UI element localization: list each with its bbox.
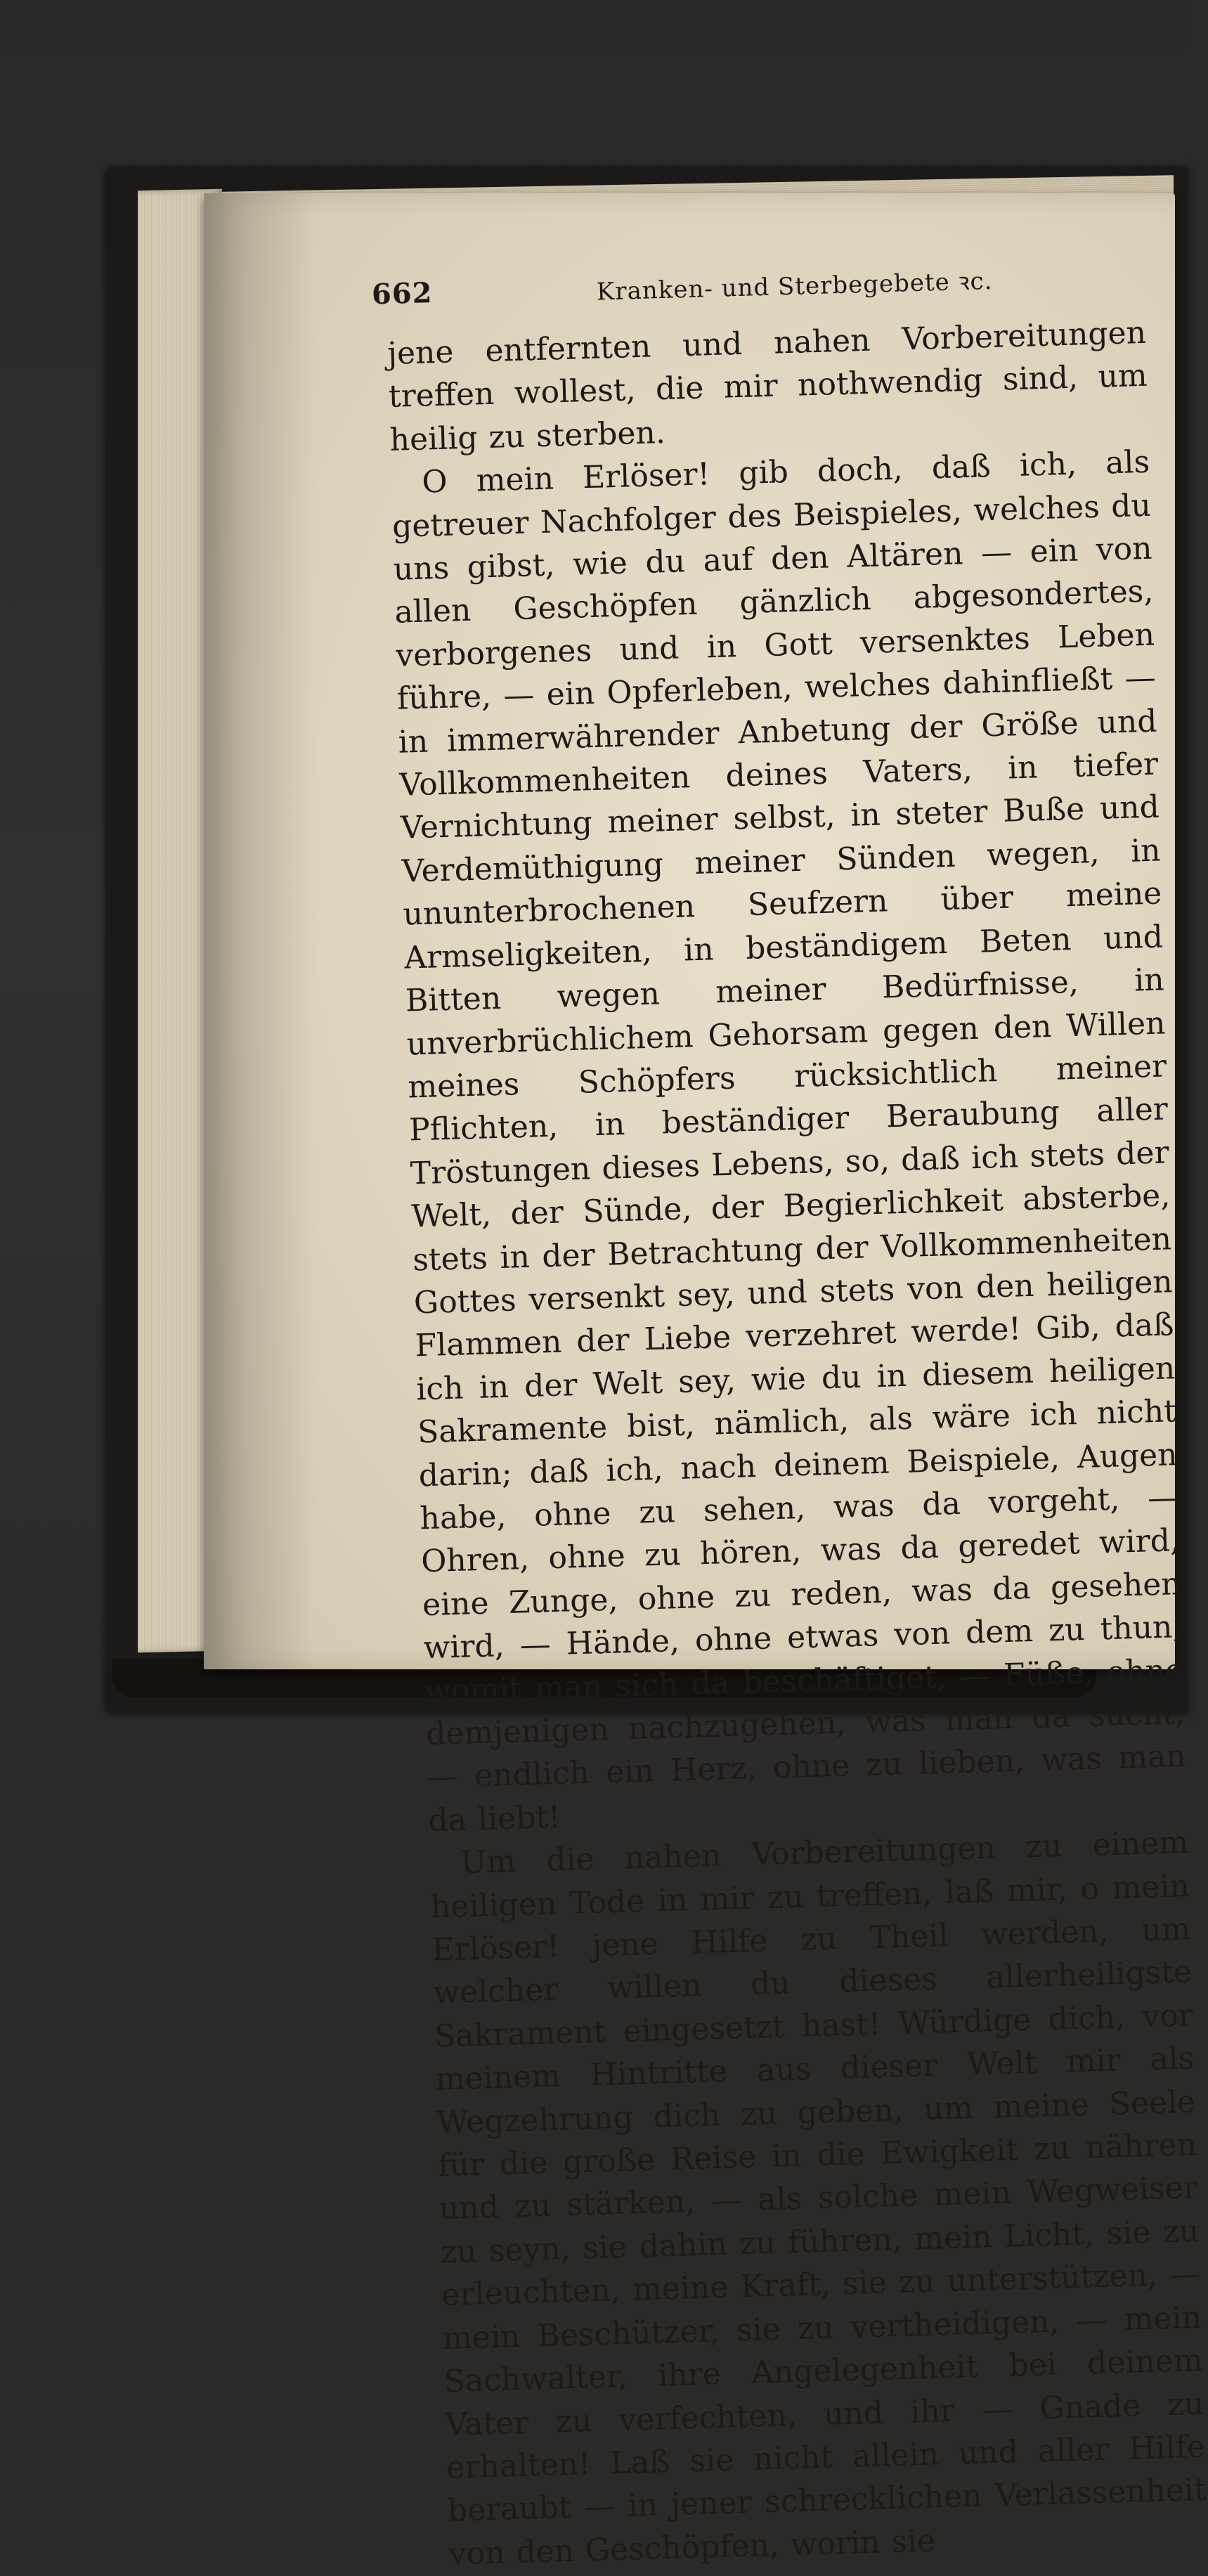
page-content [371, 250, 1208, 2576]
page-number: 662 [371, 276, 434, 311]
body-text [387, 311, 1208, 2576]
running-head: Kranken- und Sterbegebete ꝛc. [596, 266, 993, 306]
paragraph-1: jene entfernten und nahen Vorbereitungen treffen wollest, die mir nothwendig sind, um heilig zu sterben. [387, 314, 1148, 458]
paragraph-2: O mein Erlöser! gib doch, daß ich, als getreuer Nachfolger des Beispieles, welches du uns gibst, wie du auf den Altären — ein von allen Geschöpfen gänzlich abgesondertes, verborgenes und in Gott versenktes Leben führe, — ein Opferleben, welches dahinfließt — in immerwährender Anbetung der Größe und Vollkommenheiten deines Vaters, in tiefer Vernichtung meiner selbst, in steter Buße und Verdemüthigung meiner Sünden wegen, in ununterbrochenen Seufzern über meine Armseligkeiten, in beständigem Beten und Bitten wegen meiner Bedürfnisse, in unverbrüchlichem Gehorsam gegen den Willen meines Schöpfers rücksichtlich meiner Pflichten, in beständiger Beraubung aller Tröstungen dieses Lebens, so, daß ich stets der Welt, der Sünde, der Begierlichkeit absterbe, stets in der Betrachtung der Vollkommenheiten Gottes versenkt sey, und stets von den heiligen Flammen der Liebe verzehret werde! Gib, daß ich in der Welt sey, wie du in diesem heiligen Sakramente bist, nämlich, als wäre ich nicht darin; daß ich, nach deinem Beispiele, Augen habe, ohne zu sehen, was da vorgeht, — Ohren, ohne zu hören, was da geredet wird, eine Zunge, ohne zu reden, was da gesehen wird, — Hände, ohne etwas von dem zu thun, womit man sich da beschäftiget, — Füße, ohne demjenigen nachzugehen, was man da sucht, — endlich ein Herz, ohne zu lieben, was man da liebt! [391, 444, 1187, 1839]
paragraph-3: Um die nahen Vorbereitungen zu einem heiligen Tode in mir zu treffen, laß mir, o mein Erlöser! jene Hilfe zu Theil werden, um welcher willen du dieses allerheiligste Sakrament eingesetzt hast! Würdige dich, vor meinem Hintritte aus dieser Welt mir als Wegzehrung dich zu geben, um meine Seele für die große Reise in die Ewigkeit zu nähren und zu stärken, — als solche mein Wegweiser zu seyn, sie dahin zu führen, mein Licht, sie zu erleuchten, meine Kraft, sie zu unterstützen, — mein Beschützer, sie zu vertheidigen, — mein Sachwalter, ihre Angelegenheit bei deinem Vater zu verfechten, und ihr — Gnade zu erhalten! Laß sie nicht allein und aller Hilfe beraubt — in jener schrecklichen Verlassenheit von den Geschöpfen, worin sie [430, 1825, 1207, 2572]
